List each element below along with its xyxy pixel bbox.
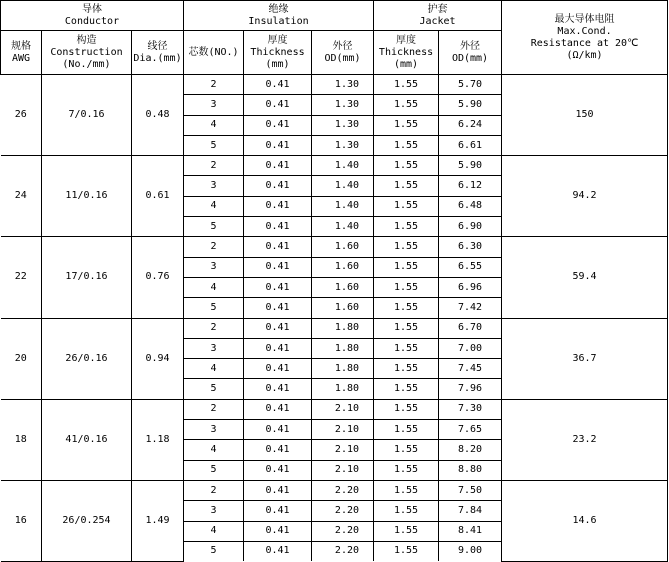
table-row <box>1 480 668 500</box>
ins-thickness-cell: 0.41 <box>244 318 312 338</box>
ins-thickness-cell: 0.41 <box>244 460 312 480</box>
jac-od-header: 外径 OD(mm) <box>439 31 502 75</box>
cores-cell: 3 <box>184 176 244 196</box>
construction-cell: 26/0.16 <box>42 318 132 399</box>
cores-cell: 2 <box>184 75 244 95</box>
jac-od-cell: 6.70 <box>439 318 502 338</box>
jac-od-cell: 6.55 <box>439 257 502 277</box>
ins-od-cell: 1.60 <box>312 277 374 297</box>
dia-cell: 0.94 <box>132 318 184 399</box>
jac-thickness-cell: 1.55 <box>374 521 439 541</box>
ins-od-cell: 2.10 <box>312 399 374 419</box>
ins-od-cell: 1.30 <box>312 115 374 135</box>
jac-od-cell: 6.24 <box>439 115 502 135</box>
resistance-cell: 14.6 <box>502 480 668 561</box>
jac-od-cell: 6.12 <box>439 176 502 196</box>
construction-header: 构造 Construction (No./mm) <box>42 31 132 75</box>
conductor-header: 导体 Conductor <box>1 1 184 31</box>
ins-thickness-cell: 0.41 <box>244 501 312 521</box>
cores-cell: 3 <box>184 95 244 115</box>
cores-cell: 3 <box>184 501 244 521</box>
cores-cell: 5 <box>184 460 244 480</box>
jac-od-cell: 6.90 <box>439 217 502 237</box>
dia-cell: 1.18 <box>132 399 184 480</box>
jac-thickness-cell: 1.55 <box>374 420 439 440</box>
resistance-cell: 23.2 <box>502 399 668 480</box>
resistance-header: 最大导体电阻 Max.Cond. Resistance at 20℃ (Ω/km) <box>502 1 668 75</box>
ins-thickness-cell: 0.41 <box>244 480 312 500</box>
jac-od-cell: 6.30 <box>439 237 502 257</box>
jac-od-cell: 9.00 <box>439 541 502 561</box>
cores-cell: 4 <box>184 440 244 460</box>
jac-thickness-cell: 1.55 <box>374 379 439 399</box>
ins-od-cell: 2.20 <box>312 501 374 521</box>
table-row <box>1 318 668 338</box>
cores-cell: 2 <box>184 318 244 338</box>
awg-cell: 24 <box>1 156 42 237</box>
ins-thickness-header: 厚度 Thickness (mm) <box>244 31 312 75</box>
cores-cell: 2 <box>184 237 244 257</box>
jac-od-cell: 7.30 <box>439 399 502 419</box>
ins-od-cell: 2.20 <box>312 521 374 541</box>
ins-od-cell: 1.60 <box>312 257 374 277</box>
construction-cell: 11/0.16 <box>42 156 132 237</box>
resistance-cell: 94.2 <box>502 156 668 237</box>
jac-od-cell: 8.41 <box>439 521 502 541</box>
ins-thickness-cell: 0.41 <box>244 196 312 216</box>
dia-header: 线径 Dia.(mm) <box>132 31 184 75</box>
ins-od-cell: 2.20 <box>312 541 374 561</box>
cores-cell: 3 <box>184 420 244 440</box>
dia-cell: 0.76 <box>132 237 184 318</box>
jac-thickness-cell: 1.55 <box>374 541 439 561</box>
cores-cell: 3 <box>184 257 244 277</box>
jac-thickness-cell: 1.55 <box>374 277 439 297</box>
jac-od-cell: 7.50 <box>439 480 502 500</box>
jac-od-cell: 5.70 <box>439 75 502 95</box>
cores-cell: 5 <box>184 217 244 237</box>
table-row <box>1 399 668 419</box>
jac-thickness-cell: 1.55 <box>374 237 439 257</box>
ins-thickness-cell: 0.41 <box>244 440 312 460</box>
jac-od-cell: 7.65 <box>439 420 502 440</box>
ins-od-cell: 1.80 <box>312 359 374 379</box>
jac-thickness-cell: 1.55 <box>374 359 439 379</box>
cores-cell: 4 <box>184 359 244 379</box>
jac-thickness-cell: 1.55 <box>374 75 439 95</box>
ins-od-cell: 2.10 <box>312 460 374 480</box>
jac-od-cell: 8.20 <box>439 440 502 460</box>
ins-thickness-cell: 0.41 <box>244 217 312 237</box>
jac-od-cell: 7.84 <box>439 501 502 521</box>
ins-thickness-cell: 0.41 <box>244 95 312 115</box>
jac-thickness-cell: 1.55 <box>374 217 439 237</box>
cores-cell: 4 <box>184 521 244 541</box>
cores-cell: 2 <box>184 156 244 176</box>
ins-od-cell: 1.80 <box>312 318 374 338</box>
ins-thickness-cell: 0.41 <box>244 75 312 95</box>
construction-cell: 17/0.16 <box>42 237 132 318</box>
ins-od-header: 外径 OD(mm) <box>312 31 374 75</box>
dia-cell: 0.48 <box>132 75 184 156</box>
ins-od-cell: 1.60 <box>312 298 374 318</box>
cores-cell: 5 <box>184 135 244 155</box>
awg-cell: 26 <box>1 75 42 156</box>
ins-thickness-cell: 0.41 <box>244 420 312 440</box>
cores-cell: 2 <box>184 480 244 500</box>
ins-thickness-cell: 0.41 <box>244 257 312 277</box>
jac-thickness-header: 厚度 Thickness (mm) <box>374 31 439 75</box>
awg-header: 规格 AWG <box>1 31 42 75</box>
construction-cell: 26/0.254 <box>42 480 132 561</box>
cores-cell: 5 <box>184 541 244 561</box>
cores-header: 芯数(NO.) <box>184 31 244 75</box>
jac-thickness-cell: 1.55 <box>374 338 439 358</box>
jac-od-cell: 6.96 <box>439 277 502 297</box>
resistance-cell: 36.7 <box>502 318 668 399</box>
construction-cell: 7/0.16 <box>42 75 132 156</box>
ins-thickness-cell: 0.41 <box>244 115 312 135</box>
resistance-cell: 150 <box>502 75 668 156</box>
cores-cell: 4 <box>184 196 244 216</box>
jac-od-cell: 6.61 <box>439 135 502 155</box>
cores-cell: 4 <box>184 115 244 135</box>
ins-thickness-cell: 0.41 <box>244 338 312 358</box>
jac-od-cell: 5.90 <box>439 156 502 176</box>
awg-cell: 18 <box>1 399 42 480</box>
cores-cell: 4 <box>184 277 244 297</box>
jac-thickness-cell: 1.55 <box>374 95 439 115</box>
ins-thickness-cell: 0.41 <box>244 298 312 318</box>
awg-cell: 16 <box>1 480 42 561</box>
jac-thickness-cell: 1.55 <box>374 480 439 500</box>
jac-od-cell: 8.80 <box>439 460 502 480</box>
insulation-header: 绝缘 Insulation <box>184 1 374 31</box>
cores-cell: 2 <box>184 399 244 419</box>
ins-od-cell: 1.40 <box>312 176 374 196</box>
dia-cell: 1.49 <box>132 480 184 561</box>
resistance-cell: 59.4 <box>502 237 668 318</box>
table-row <box>1 75 668 95</box>
table-row <box>1 156 668 176</box>
jac-thickness-cell: 1.55 <box>374 399 439 419</box>
ins-od-cell: 1.60 <box>312 237 374 257</box>
cores-cell: 5 <box>184 298 244 318</box>
ins-thickness-cell: 0.41 <box>244 176 312 196</box>
ins-thickness-cell: 0.41 <box>244 521 312 541</box>
spec-table-body <box>1 75 668 562</box>
ins-thickness-cell: 0.41 <box>244 541 312 561</box>
ins-od-cell: 1.30 <box>312 135 374 155</box>
jac-thickness-cell: 1.55 <box>374 115 439 135</box>
jac-thickness-cell: 1.55 <box>374 318 439 338</box>
construction-cell: 41/0.16 <box>42 399 132 480</box>
jacket-header: 护套 Jacket <box>374 1 502 31</box>
ins-od-cell: 1.80 <box>312 379 374 399</box>
jac-od-cell: 5.90 <box>439 95 502 115</box>
ins-thickness-cell: 0.41 <box>244 135 312 155</box>
ins-od-cell: 1.40 <box>312 196 374 216</box>
jac-thickness-cell: 1.55 <box>374 196 439 216</box>
jac-od-cell: 7.96 <box>439 379 502 399</box>
jac-od-cell: 7.42 <box>439 298 502 318</box>
ins-od-cell: 1.30 <box>312 95 374 115</box>
ins-thickness-cell: 0.41 <box>244 379 312 399</box>
ins-od-cell: 1.80 <box>312 338 374 358</box>
ins-od-cell: 2.10 <box>312 440 374 460</box>
jac-thickness-cell: 1.55 <box>374 501 439 521</box>
jac-thickness-cell: 1.55 <box>374 156 439 176</box>
ins-od-cell: 2.20 <box>312 480 374 500</box>
ins-thickness-cell: 0.41 <box>244 156 312 176</box>
dia-cell: 0.61 <box>132 156 184 237</box>
ins-thickness-cell: 0.41 <box>244 399 312 419</box>
jac-od-cell: 6.48 <box>439 196 502 216</box>
jac-thickness-cell: 1.55 <box>374 440 439 460</box>
jac-thickness-cell: 1.55 <box>374 460 439 480</box>
table-row <box>1 237 668 257</box>
ins-od-cell: 1.30 <box>312 75 374 95</box>
awg-cell: 20 <box>1 318 42 399</box>
ins-od-cell: 1.40 <box>312 156 374 176</box>
jac-thickness-cell: 1.55 <box>374 298 439 318</box>
jac-od-cell: 7.45 <box>439 359 502 379</box>
ins-od-cell: 2.10 <box>312 420 374 440</box>
awg-cell: 22 <box>1 237 42 318</box>
cores-cell: 3 <box>184 338 244 358</box>
ins-od-cell: 1.40 <box>312 217 374 237</box>
jac-od-cell: 7.00 <box>439 338 502 358</box>
ins-thickness-cell: 0.41 <box>244 277 312 297</box>
jac-thickness-cell: 1.55 <box>374 135 439 155</box>
jac-thickness-cell: 1.55 <box>374 257 439 277</box>
jac-thickness-cell: 1.55 <box>374 176 439 196</box>
cores-cell: 5 <box>184 379 244 399</box>
ins-thickness-cell: 0.41 <box>244 359 312 379</box>
ins-thickness-cell: 0.41 <box>244 237 312 257</box>
